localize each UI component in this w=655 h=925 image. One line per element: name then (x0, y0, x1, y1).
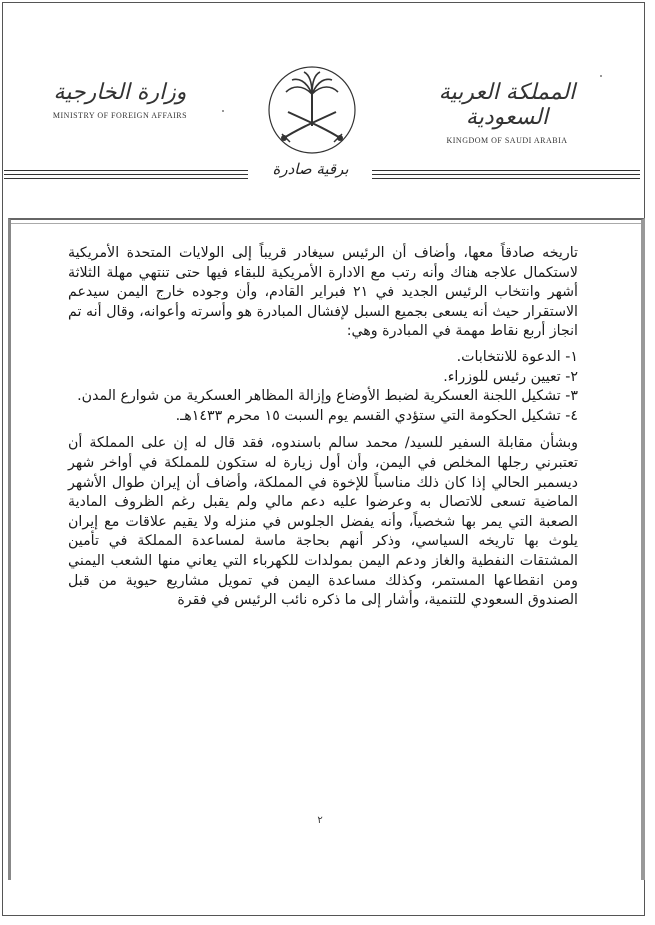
scan-speck (600, 75, 602, 77)
list-item: ٤- تشكيل الحكومة التي ستؤدي القسم يوم السبت ١٥ محرم ١٤٣٣هـ. (175, 407, 578, 424)
header-rule-right (372, 170, 640, 182)
ministry-title-ar: وزارة الخارجية (53, 80, 187, 105)
saudi-emblem-icon (266, 64, 358, 156)
list-item: ١- الدعوة للانتخابات. (456, 348, 578, 365)
scan-speck (222, 110, 224, 112)
paragraph-1: تاريخه صادقاً معها، وأضاف أن الرئيس سيغادر قريباً إلى الولايات المتحدة الأمريكية لاستكمال علاجه هناك وأنه رتب مع الادارة الأمريكية للبقاء فيها حتى تنتهي مهلة الثلاثة أشهر وانتخاب الرئيس الجديد في ٢١ فبراير القادم، وأن وجوده خارج اليمن سيدعم الاستقرار حيث أنه يسعى بجميع السبل لإفشال المبادرة هو وأسرته وأعوانه، وقال أنه تم انجاز أربع نقاط مهمة في المبادرة وهي: (68, 245, 578, 340)
kingdom-title-ar: المملكة العربية السعودية (438, 80, 576, 130)
list-item: ٢- تعيين رئيس للوزراء. (443, 368, 578, 385)
page-number: ٢ (317, 815, 323, 826)
header-rule-left (4, 170, 248, 182)
ministry-title-en: MINISTRY OF FOREIGN AFFAIRS (52, 111, 188, 120)
kingdom-header (432, 80, 582, 145)
kingdom-title-en: KINGDOM OF SAUDI ARABIA (446, 136, 568, 145)
list-item: ٣- تشكيل اللجنة العسكرية لضبط الأوضاع وإزالة المظاهر العسكرية من شوارع المدن. (77, 388, 578, 405)
paragraph-2: وبشأن مقابلة السفير للسيد/ محمد سالم باسندوه، فقد قال له إن على المملكة أن تعتبرني رجلها المخلص في اليمن، وأن أول زيارة له ستكون للمملكة في أواخر شهر ديسمبر الحالي إذا كان ذلك مناسباً للإخوة في المملكة، وأضاف أن إيران طوال الأشهر الماضية تسعى للاتصال به وعرضوا عليه دعم مالي ولم يقبل رغم الظروف المادية الصعبة التي يمر بها شخصياً، وأنه يفضل الجلوس في منزله ولا يقيم علاقات مع إيران يلوث بها تاريخه السياسي، وذكر أنهم بحاجة ماسة لمساعدة المملكة في تأمين المشتقات النفطية والغاز ودعم اليمن بمولدات للكهرباء التي يعاني منها الشعب اليمني ومن انقطاعها المستمر، وكذلك مساعدة اليمن في تمويل مشاريع حيوية من قبل الصندوق السعودي للتنمية، وأشار إلى ما ذكره نائب الرئيس في فقرة (68, 435, 578, 609)
ministry-header (40, 80, 200, 120)
points-list (68, 348, 578, 426)
telegram-label: برقية صادرة (272, 160, 349, 178)
document-body (68, 244, 578, 611)
